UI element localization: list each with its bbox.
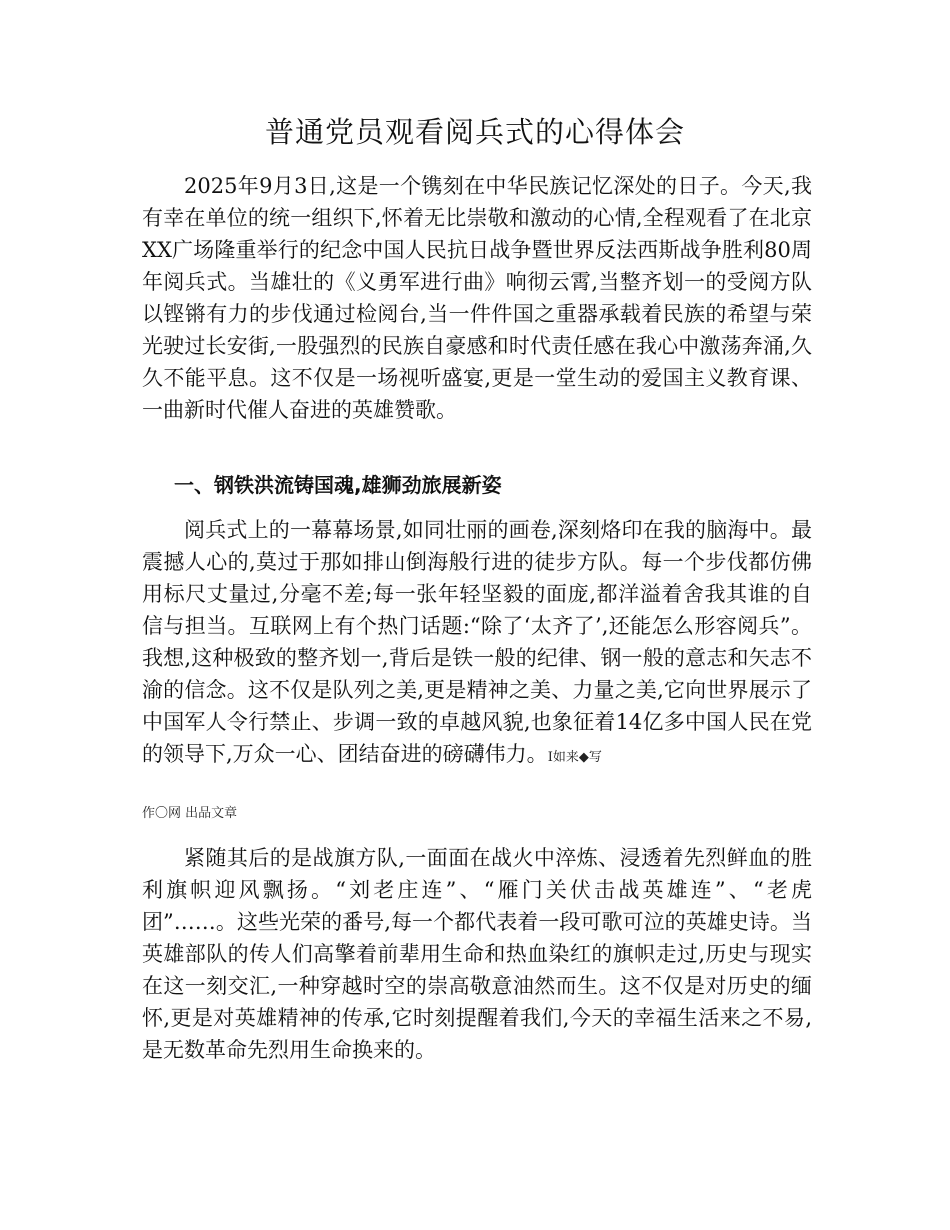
intro-paragraph: 2025年9月3日,这是一个镌刻在中华民族记忆深处的日子。今天,我有幸在单位的统一组织下,怀着无比崇敬和激动的心情,全程观看了在北京XX广场隆重举行的纪念中国人民抗日战争暨世界反法西斯战争胜利80周年阅兵式。当雄壮的《义勇军进行曲》响彻云霄,当整齐划一的受阅方队以铿锵有力的步伐通过检阅台,当一件件国之重器承载着民族的希望与荣光驶过长安街,一股强烈的民族自豪感和时代责任感在我心中激荡奔涌,久久不能平息。这不仅是一场视听盛宴,更是一堂生动的爱国主义教育课、一曲新时代催人奋进的英雄赞歌。 <box>142 174 812 422</box>
body-paragraph-text: 阅兵式上的一幕幕场景,如同壮丽的画卷,深刻烙印在我的脑海中。最震撼人心的,莫过于那如排山倒海般行进的徒步方队。每一个步伐都仿佛用标尺丈量过,分毫不差;每一张年轻坚毅的面庞,都洋溢着舍我其谁的自信与担当。互联网上有个热门话题:“除了‘太齐了’,还能怎么形容阅兵”。我想,这种极致的整齐划一,背后是铁一般的纪律、钢一般的意志和矢志不渝的信念。这不仅是队列之美,更是精神之美、力量之美,它向世界展示了中国军人令行禁止、步调一致的卓越风貌,也象征着14亿多中国人民在党的领导下,万众一心、团结奋进的磅礴伟力。 <box>142 518 812 766</box>
watermark-line: 作〇网 出品文章 <box>142 806 238 821</box>
body-paragraph: 紧随其后的是战旗方队,一面面在战火中淬炼、浸透着先烈鲜血的胜利旗帜迎风飘扬。“刘老庄连”、“雁门关伏击战英雄连”、“老虎团”……。这些光荣的番号,每一个都代表着一段可歌可泣的英雄史诗。当英雄部队的传人们高擎着前辈用生命和热血染红的旗帜走过,历史与现实在这一刻交汇,一种穿越时空的崇高敬意油然而生。这不仅是对历史的缅怀,更是对英雄精神的传承,它时刻提醒着我们,今天的幸福生活来之不易,是无数革命先烈用生命换来的。 <box>142 846 812 1062</box>
watermark-text: I如来◆写 <box>547 750 602 765</box>
section-heading: 一、钢铁洪流铸国魂,雄狮劲旅展新姿 <box>174 473 502 497</box>
document-title: 普通党员观看阅兵式的心得体会 <box>264 115 685 149</box>
body-paragraph <box>142 514 812 770</box>
